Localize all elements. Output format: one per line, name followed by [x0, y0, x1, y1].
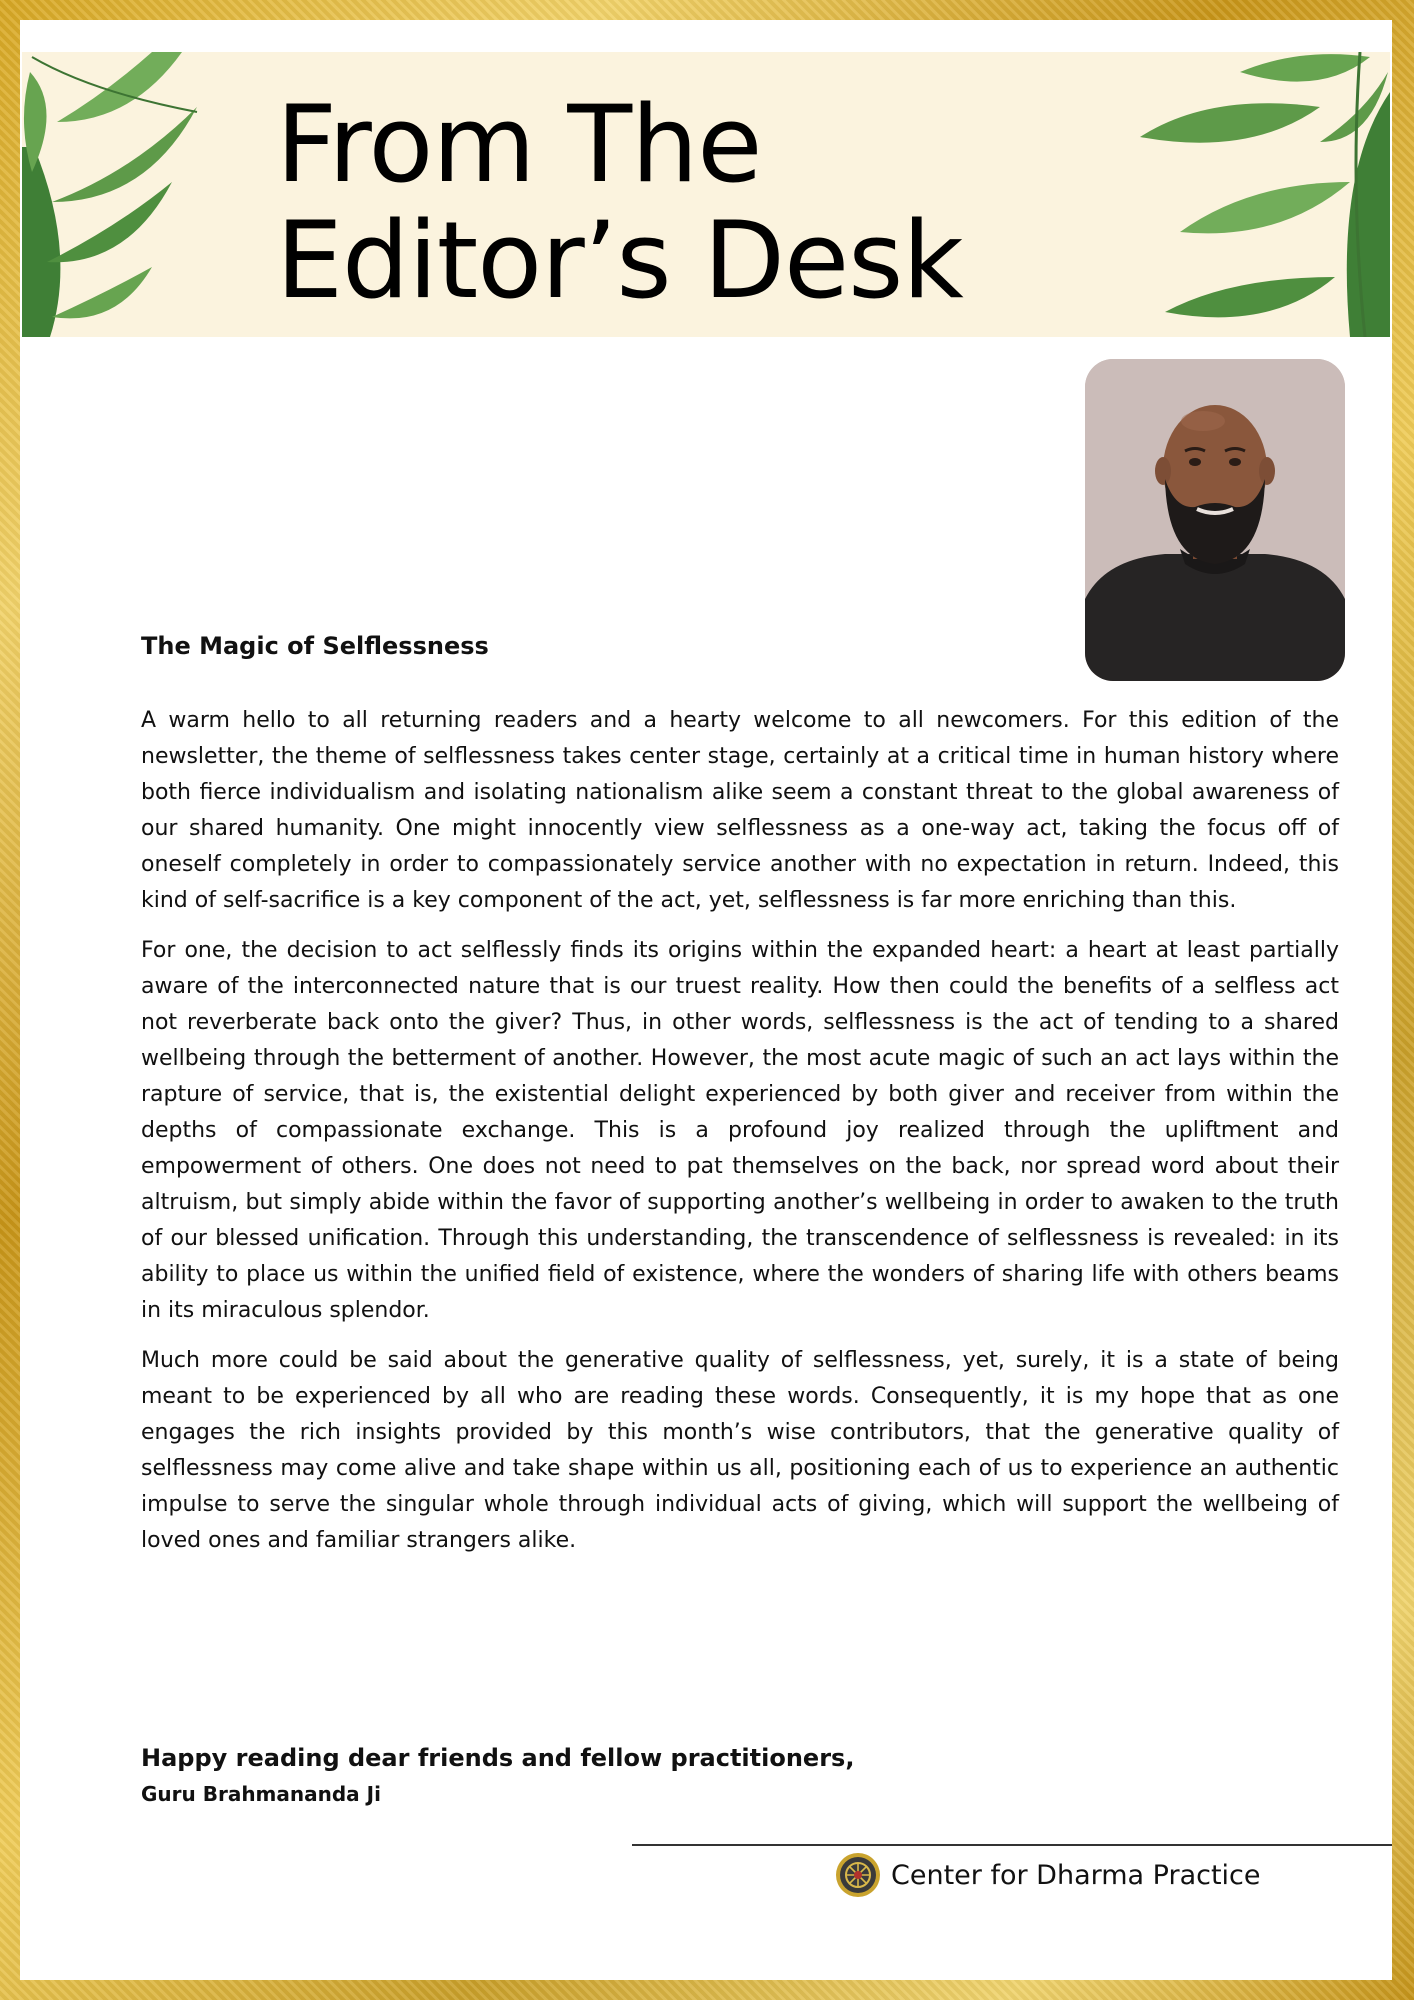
- article-paragraph: Much more could be said about the generative quality of selflessness, yet, surely, it is a state of being meant to be experienced by all who are reading these words. Consequently, it is my hope that as one engages the rich insights provided by this month’s wise contributors, that the generative quality of selflessness may come alive and take shape within us all, positioning each of us to experience an authentic impulse to serve the singular whole through individual acts of giving, which will support the wellbeing of loved ones and familiar strangers alike.: [141, 1348, 1339, 1553]
- dharma-wheel-logo-icon: [835, 1852, 881, 1898]
- leaf-decoration-left-icon: [22, 52, 212, 337]
- page-title-line-2: Editor’s Desk: [276, 199, 963, 322]
- leaf-decoration-right-icon: [1120, 52, 1390, 337]
- signature: Guru Brahmananda Ji: [141, 1782, 381, 1806]
- article-body: [141, 703, 1339, 1573]
- editor-portrait-icon: [1085, 359, 1345, 681]
- page-title-line-1: From The: [276, 83, 762, 206]
- page: [20, 20, 1392, 1980]
- editor-photo: [1085, 359, 1345, 681]
- footer: [835, 1846, 1261, 1904]
- closing-line: Happy reading dear friends and fellow practitioners,: [141, 1744, 855, 1772]
- organization-name: Center for Dharma Practice: [891, 1859, 1261, 1891]
- article-title: The Magic of Selflessness: [141, 632, 489, 660]
- header-banner: [22, 52, 1390, 337]
- article-paragraph: For one, the decision to act selflessly finds its origins within the expanded heart: a heart at least partially aware of the interconnected nature that is our truest reality. How then could the benefits of a selfless act not reverberate back onto the giver? Thus, in other words, selflessness is the act of tending to a shared wellbeing through the betterment of another. However, the most acute magic of such an act lays within the rapture of service, that is, the existential delight experienced by both giver and receiver from within the depths of compassionate exchange. This is a profound joy realized through the upliftment and empowerment of others. One does not need to pat themselves on the back, nor spread word about their altruism, but simply abide within the favor of supporting another’s wellbeing in order to awaken to the truth of our blessed unification. Through this understanding, the transcendence of selflessness is revealed: in its ability to place us within the unified field of existence, where the wonders of sharing life with others beams in its miraculous splendor.: [141, 938, 1339, 1323]
- article-paragraph: A warm hello to all returning readers and a hearty welcome to all newcomers. For this edition of the newsletter, the theme of selflessness takes center stage, certainly at a critical time in human history where both fierce individualism and isolating nationalism alike seem a constant threat to the global awareness of our shared humanity. One might innocently view selflessness as a one-way act, taking the focus off of oneself completely in order to compassionately service another with no expectation in return. Indeed, this kind of self-sacrifice is a key component of the act, yet, selflessness is far more enriching than this.: [141, 708, 1339, 913]
